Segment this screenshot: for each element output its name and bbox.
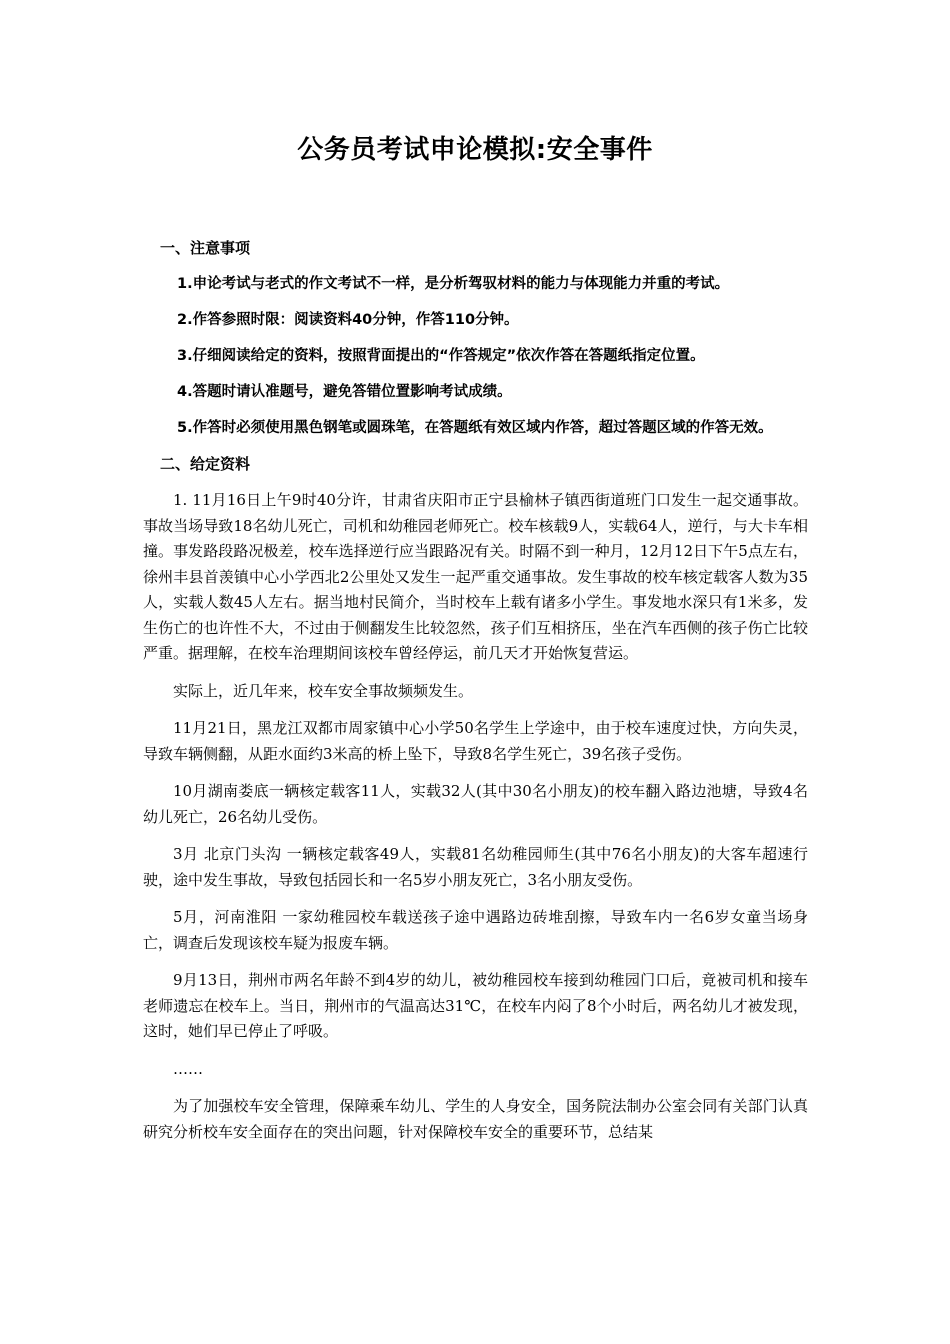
ellipsis-paragraph: ……	[173, 1059, 203, 1078]
notice-item: 5.作答时必须使用黑色钢笔或圆珠笔，在答题纸有效区域内作答，超过答题区域的作答无效。	[177, 420, 773, 436]
section-heading-materials: 二、给定资料	[160, 455, 251, 473]
notice-item: 1.申论考试与老式的作文考试不一样，是分析驾驭材料的能力与体现能力并重的考试。	[177, 276, 730, 292]
material-paragraph: 1. 11月16日上午9时40分许，甘肃省庆阳市正宁县榆林子镇西街道班门口发生一起交通事故。事故当场导致18名幼儿死亡，司机和幼稚园老师死亡。校车核载9人，实载64人，逆行，与大卡车相撞。事发路段路况极差，校车选择逆行应当跟路况有关。时隔不到一种月，12月12日下午5点左右，徐州丰县首羡镇中心小学西北2公里处又发生一起严重交通事故。发生事故的校车核定载客人数为35人，实载人数45人左右。据当地村民简介，当时校车上载有诸多小学生。事发地水深只有1米多，发生伤亡的也许性不大，不过由于侧翻发生比较忽然，孩子们互相挤压，坐在汽车西侧的孩子伤亡比较严重。据理解，在校车治理期间该校车曾经停运，前几天才开始恢复营运。	[143, 491, 808, 662]
notice-item: 3.仔细阅读给定的资料，按照背面提出的“作答规定”依次作答在答题纸指定位置。	[177, 348, 705, 364]
material-paragraph: 9月13日，荆州市两名年龄不到4岁的幼儿，被幼稚园校车接到幼稚园门口后，竟被司机和接车老师遗忘在校车上。当日，荆州市的气温高达31℃，在校车内闷了8个小时后，两名幼儿才被发现，这时，她们早已停止了呼吸。	[143, 971, 808, 1040]
material-paragraph: 5月，河南淮阳 一家幼稚园校车载送孩子途中遇路边砖堆刮擦，导致车内一名6岁女童当场身亡，调查后发现该校车疑为报废车辆。	[143, 908, 808, 952]
material-paragraph: 实际上，近几年来，校车安全事故频频发生。	[173, 681, 474, 700]
material-paragraph: 10月湖南娄底一辆核定载客11人，实载32人(其中30名小朋友)的校车翻入路边池塘，导致4名幼儿死亡，26名幼儿受伤。	[143, 782, 808, 826]
section-heading-notes: 一、注意事项	[160, 239, 251, 257]
notice-item: 2.作答参照时限：阅读资料40分钟，作答110分钟。	[177, 312, 519, 328]
material-paragraph: 3月 北京门头沟 一辆核定载客49人，实载81名幼稚园师生(其中76名小朋友)的大客车超速行驶，途中发生事故，导致包括园长和一名5岁小朋友死亡，3名小朋友受伤。	[143, 845, 808, 889]
document-body	[143, 236, 808, 1145]
notice-item: 4.答题时请认准题号，避免答错位置影响考试成绩。	[177, 384, 512, 400]
material-paragraph: 11月21日，黑龙江双都市周家镇中心小学50名学生上学途中，由于校车速度过快，方向失灵，导致车辆侧翻，从距水面约3米高的桥上坠下，导致8名学生死亡，39名孩子受伤。	[143, 719, 808, 763]
material-paragraph: 为了加强校车安全管理，保障乘车幼儿、学生的人身安全，国务院法制办公室会同有关部门认真研究分析校车安全面存在的突出问题，针对保障校车安全的重要环节，总结某	[143, 1097, 808, 1141]
document-title: 公务员考试申论模拟:安全事件	[297, 135, 653, 165]
